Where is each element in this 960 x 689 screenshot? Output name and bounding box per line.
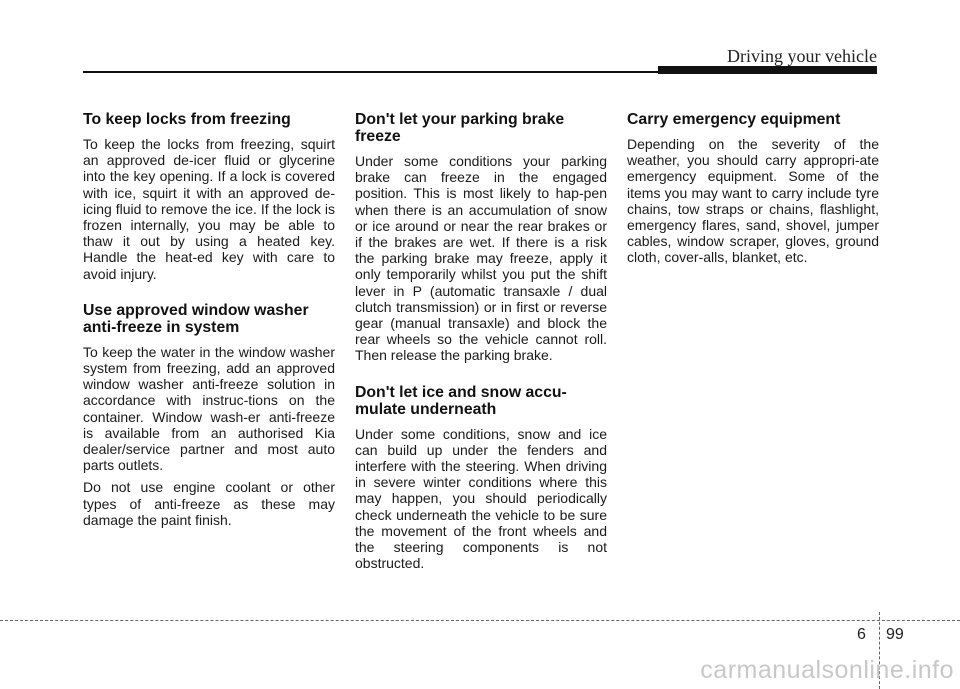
header-rule-thin — [83, 71, 663, 73]
section-locks-freezing — [83, 111, 335, 282]
section-paragraph: Depending on the severity of the weather, you should carry appropri-ate emergency equipment. Some of the items you may want to carry include tyre chains, tow straps or chains, flashlight, emergency flares, sand, shovel, jumper cables, window scraper, gloves, ground cloth, cover-alls, blanket, etc. — [627, 136, 879, 266]
watermark-link[interactable]: carmanualsonline.info — [700, 656, 954, 684]
section-emergency-equipment — [627, 111, 879, 266]
column-3 — [627, 111, 879, 272]
section-heading: Carry emergency equipment — [627, 111, 841, 128]
section-ice-snow-underneath — [355, 384, 607, 572]
section-washer-antifreeze — [83, 302, 335, 528]
section-heading: To keep locks from freezing — [83, 111, 291, 128]
section-parking-brake — [355, 111, 607, 364]
section-heading: Don't let your parking brake freeze — [355, 111, 565, 145]
section-heading: Don't let ice and snow accu-mulate underneath — [355, 383, 567, 418]
section-paragraph: To keep the locks from freezing, squirt an approved de-icer fluid or glycerine into the key opening. If a lock is covered with ice, squirt it with an approved de-icing fluid to remove the ice. If the lock is frozen internally, you may be able to thaw it out by using a heated key. Handle the heat-ed key with care to avoid injury. — [83, 136, 335, 282]
header-rule-thick — [658, 66, 877, 74]
footer-rule — [0, 620, 960, 621]
section-paragraph: Under some conditions your parking brake can freeze in the engaged position. This is most likely to hap-pen when there is an accumulation of snow or ice around or near the rear brakes or if the brakes are wet. If there is a risk the parking brake may freeze, apply it only temporarily whilst you put the shift lever in P (automatic transaxle / dual clutch transmission) or in first or reverse gear (manual transaxle) and block the rear wheels so the vehicle cannot roll. Then release the parking brake. — [355, 153, 607, 364]
column-2 — [355, 111, 607, 577]
section-paragraph: To keep the water in the window washer system from freezing, add an approved window washer anti-freeze solution in accordance with instruc-tions on the container. Window wash-er anti-freeze is available from an authorised Kia dealer/service partner and most auto parts outlets. — [83, 343, 335, 474]
chapter-number: 6 — [857, 626, 866, 643]
page-header-title: Driving your vehicle — [727, 46, 877, 66]
section-paragraph: Under some conditions, snow and ice can build up under the fenders and interfere with the steering. When driving in severe winter conditions where this may happen, you should periodically check underneath the vehicle to be sure the movement of the front wheels and the steering components is not obstructed. — [355, 425, 607, 572]
page-number: 99 — [886, 626, 904, 643]
section-heading: Use approved window washer anti-freeze in system — [83, 301, 309, 336]
column-1 — [83, 111, 335, 534]
section-paragraph: Do not use engine coolant or other types of anti-freeze as these may damage the paint finish. — [83, 479, 335, 528]
